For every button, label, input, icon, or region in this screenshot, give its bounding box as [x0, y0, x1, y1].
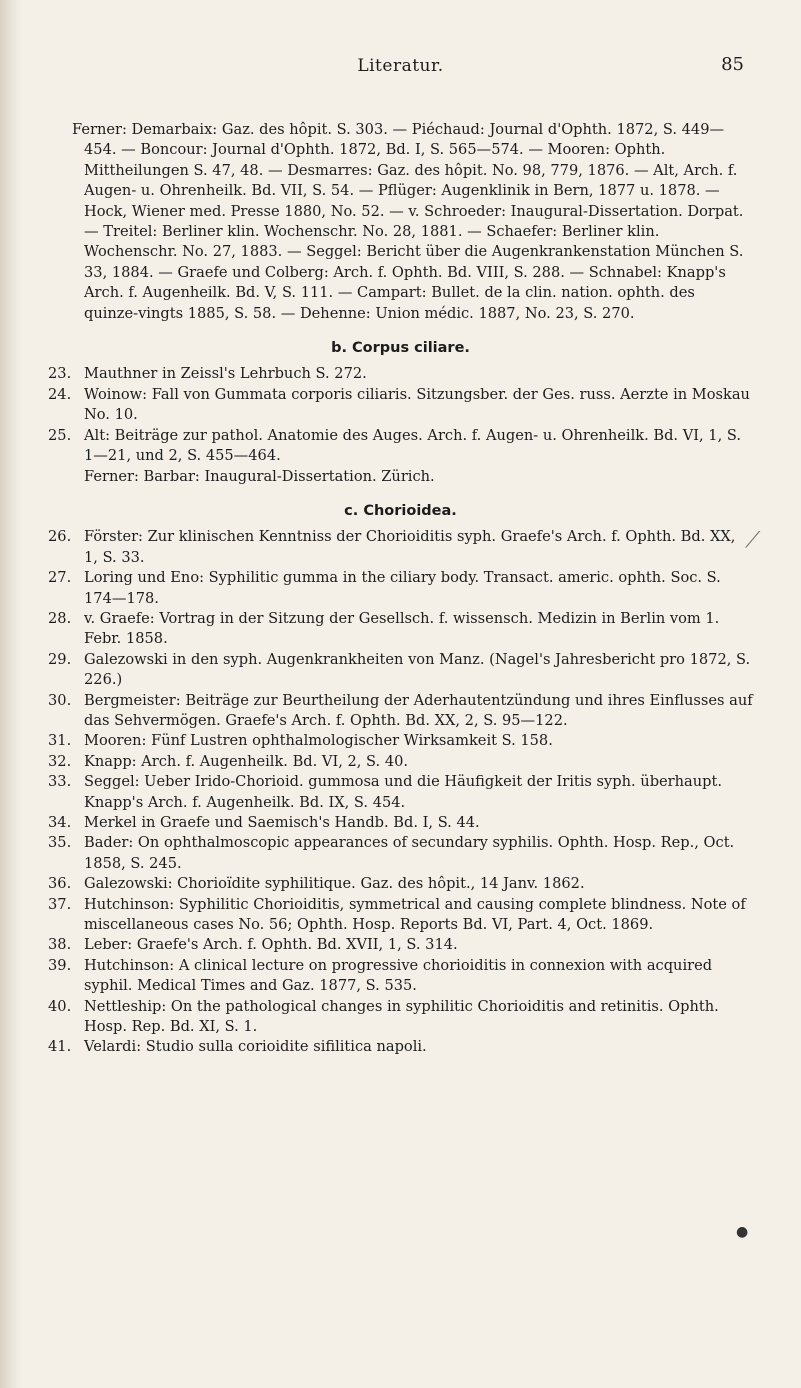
entry-number: 38. — [48, 936, 72, 954]
section-c-list — [48, 527, 753, 1058]
entry-text: Bader: On ophthalmoscopic appearances of secundary syphilis. Ophth. Hosp. Rep., Oct. 1858, S. 245. — [84, 834, 735, 872]
reference-entry — [48, 364, 753, 384]
entry-text: Nettleship: On the pathological changes in syphilitic Chorioiditis and retinitis. Ophth. Hosp. Rep. Bd. XI, S. 1. — [84, 997, 719, 1036]
reference-entry — [48, 772, 753, 813]
entry-number: 31. — [48, 732, 72, 750]
reference-entry — [48, 691, 753, 732]
entry-number: 40. — [48, 997, 72, 1015]
entry-text: Galezowski in den syph. Augenkrankheiten von Manz. (Nagel's Jahresbericht pro 1872, S. 226.) — [84, 650, 751, 689]
entry-text: Galezowski: Chorioïdite syphilitique. Gaz. des hôpit., 14 Janv. 1862. — [84, 875, 585, 893]
reference-entry — [48, 956, 753, 997]
entry-number: 28. — [48, 609, 72, 627]
entry-text: Merkel in Graefe und Saemisch's Handb. Bd. I, S. 44. — [84, 814, 480, 831]
entry-number: 24. — [48, 385, 72, 403]
entry-text: Hutchinson: A clinical lecture on progressive chorioiditis in connexion with acquired syphil. Medical Times and Gaz. 1877, S. 535. — [84, 956, 713, 995]
entry-number: 32. — [48, 752, 72, 770]
page-number: 85 — [721, 54, 744, 75]
entry-number: 41. — [48, 1038, 72, 1056]
reference-entry — [48, 1037, 753, 1057]
entry-number: 36. — [48, 875, 72, 893]
reference-entry — [48, 385, 753, 426]
reference-entry — [48, 833, 753, 874]
reference-entry — [48, 609, 753, 650]
entry-number: 27. — [48, 569, 72, 587]
entry-text: Knapp: Arch. f. Augenheilk. Bd. VI, 2, S. 40. — [84, 752, 409, 770]
ink-dot: ● — [736, 1224, 749, 1240]
reference-entry — [48, 568, 753, 609]
entry-text: v. Graefe: Vortrag in der Sitzung der Gesellsch. f. wissensch. Medizin in Berlin vom 1. Febr. 1858. — [84, 609, 720, 648]
page-content — [48, 120, 753, 1058]
entry-text: Förster: Zur klinischen Kenntniss der Chorioiditis syph. Graefe's Arch. f. Ophth. Bd. XX, 1, S. 33. — [84, 528, 736, 566]
reference-entry — [48, 874, 753, 894]
entry-number: 37. — [48, 895, 72, 913]
section-b-heading: b. Corpus ciliare. — [331, 340, 470, 357]
running-header — [0, 56, 801, 86]
running-title: Literatur. — [357, 56, 444, 76]
entry-number: 35. — [48, 834, 72, 852]
entry-text: Hutchinson: Syphilitic Chorioiditis, symmetrical and causing complete blindness. Note of miscellaneous cases No. 56; Ophth. Hosp. Reports Bd. VI, Part. 4, Oct. 1869. — [84, 895, 746, 934]
entry-text: Woinow: Fall von Gummata corporis ciliaris. Sitzungsber. der Ges. russ. Aerzte in Moskau No. 10. — [84, 385, 750, 424]
margin-pencil-mark: ⟋ — [745, 528, 761, 553]
entry-text: Velardi: Studio sulla corioidite sifilitica napoli. — [84, 1038, 427, 1056]
page-spine-shadow — [0, 0, 22, 1388]
entry-text: Alt: Beiträge zur pathol. Anatomie des Auges. Arch. f. Augen- u. Ohrenheilk. Bd. VI, 1, S. 1—21, und 2, S. 455—464. — [84, 426, 741, 465]
entry-number: 30. — [48, 691, 72, 709]
entry-text: Seggel: Ueber Irido-Chorioid. gummosa und die Häufigkeit der Iritis syph. überhaupt. Knapp's Arch. f. Augenheilk. Bd. IX, S. 454. — [84, 773, 723, 811]
entry-number: 34. — [48, 814, 72, 831]
intro-references: Ferner: Demarbaix: Gaz. des hôpit. S. 303. — Piéchaud: Journal d'Ophth. 1872, S. 449—454. — Boncour: Journal d'Ophth. 1872, Bd. I, S. 565—574. — Mooren: Ophth. Mittheilungen S. 47, 48. — Desmarres: Gaz. des hôpit. No. 98, 779, 1876. — Alt, Arch. f. Augen- u. Ohrenheilk. Bd. VII, S. 54. — Pflüger: Augenklinik in Bern, 1877 u. 1878. — Hock, Wiener med. Presse 1880, No. 52. — v. Schroeder: Inaugural-Dissertation. Dorpat. — Treitel: Berliner klin. Wochenschr. No. 28, 1881. — Schaefer: Berliner klin. Wochenschr. No. 27, 1883. — Seggel: Bericht über die Augenkrankenstation München S. 33, 1884. — Graefe und Colberg: Arch. f. Ophth. Bd. VIII, S. 288. — Schnabel: Knapp's Arch. f. Augenheilk. Bd. V, S. 111. — Campart: Bullet. de la clin. nation. ophth. des quinze-vingts 1885, S. 58. — Dehenne: Union médic. 1887, No. 23, S. 270. — [72, 121, 744, 322]
entry-number: 33. — [48, 773, 72, 791]
entry-text: Bergmeister: Beiträge zur Beurtheilung der Aderhautentzündung und ihres Einflusses auf das Sehvermögen. Graefe's Arch. f. Ophth. Bd. XX, 2, S. 95—122. — [84, 691, 753, 729]
entry-number: 25. — [48, 426, 72, 444]
entry-text: Loring und Eno: Syphilitic gumma in the ciliary body. Transact. americ. ophth. Soc. S. 174—178. — [84, 569, 721, 607]
ferner-line: Ferner: Barbar: Inaugural-Dissertation. Zürich. — [84, 467, 435, 485]
entry-text: Mooren: Fünf Lustren ophthalmologischer Wirksamkeit S. 158. — [84, 732, 553, 750]
section-b-list — [48, 364, 753, 486]
reference-entry — [48, 731, 753, 751]
reference-entry — [48, 997, 753, 1038]
reference-entry — [48, 935, 753, 955]
entry-number: 39. — [48, 956, 72, 974]
section-c-heading: c. Chorioidea. — [344, 502, 457, 519]
reference-entry — [48, 813, 753, 833]
reference-entry — [48, 426, 753, 467]
entry-number: 23. — [48, 365, 72, 383]
entry-number: 29. — [48, 650, 72, 668]
reference-entry — [48, 650, 753, 691]
reference-entry — [48, 895, 753, 936]
reference-entry — [48, 752, 753, 772]
entry-text: Leber: Graefe's Arch. f. Ophth. Bd. XVII, 1, S. 314. — [84, 936, 458, 954]
reference-entry — [48, 527, 753, 568]
entry-text: Mauthner in Zeissl's Lehrbuch S. 272. — [84, 365, 367, 383]
entry-number: 26. — [48, 528, 72, 546]
